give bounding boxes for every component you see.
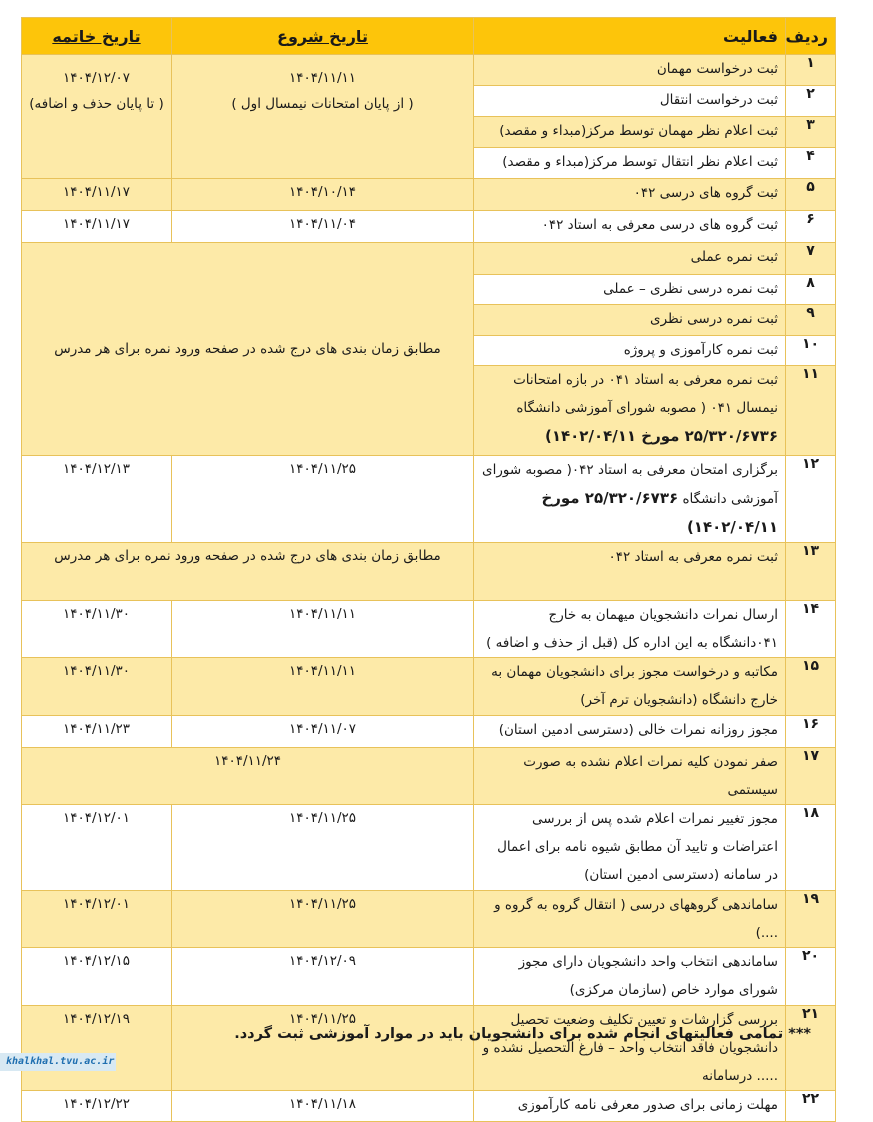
row-activity: ثبت نمره عملی <box>474 243 786 275</box>
row-number: ۱۱ <box>786 366 836 456</box>
row-number: ۵ <box>786 179 836 211</box>
row-number: ۶ <box>786 211 836 243</box>
row-activity: بررسی گزارشات و تعیین تکلیف وضعیت تحصیل دانشجویان فاقد انتخاب واحد – فارغ التحصیل نشده و ..... درسامانه <box>474 1006 786 1091</box>
row-end-date: ۱۴۰۴/۱۲/۰۱ <box>22 805 172 891</box>
row-end-date: ۱۴۰۴/۱۲/۱۳ <box>22 456 172 543</box>
row-start-date: ۱۴۰۴/۱۱/۰۴ <box>172 211 474 243</box>
row-activity: ثبت نمره درسی نظری <box>474 305 786 336</box>
row-number: ۹ <box>786 305 836 336</box>
row-activity: مجوز تغییر نمرات اعلام شده پس از بررسی اعتراضات و تایید آن مطابق شیوه نامه برای اعمال در سامانه (دسترسی ادمین استان) <box>474 805 786 891</box>
table-row <box>22 658 836 716</box>
merged-note: مطابق زمان بندی های درج شده در صفحه ورود نمره برای هر مدرس <box>22 243 474 456</box>
row-number: ۸ <box>786 275 836 305</box>
table-row <box>22 211 836 243</box>
table-row <box>22 1091 836 1122</box>
header-number: ردیف <box>786 18 836 55</box>
row-number: ۴ <box>786 148 836 179</box>
row-end-date: ۱۴۰۴/۱۱/۱۷ <box>22 179 172 211</box>
row-activity: ثبت اعلام نظر مهمان توسط مرکز(مبداء و مقصد) <box>474 117 786 148</box>
row-start-date: ۱۴۰۴/۱۱/۱۱ <box>172 658 474 716</box>
row-activity: مکاتبه و درخواست مجوز برای دانشجویان مهمان به خارج دانشگاه (دانشجویان ترم آخر) <box>474 658 786 716</box>
table-row <box>22 55 836 86</box>
row-activity: ثبت نمره معرفی به استاد ۰۴۲ <box>474 543 786 601</box>
row-number: ۱۷ <box>786 748 836 805</box>
row-number: ۷ <box>786 243 836 275</box>
row-activity: ساماندهی گروههای درسی ( انتقال گروه به گروه و ....) <box>474 891 786 948</box>
row-start-date: ۱۴۰۴/۱۱/۲۵ <box>172 1006 474 1091</box>
table-header <box>22 18 836 55</box>
table-row <box>22 456 836 543</box>
group1-start-date: ۱۴۰۴/۱۱/۱۱ ( از پایان امتحانات نیمسال اول ) <box>172 55 474 179</box>
table-row <box>22 948 836 1006</box>
row-end-date: ۱۴۰۴/۱۱/۳۰ <box>22 601 172 658</box>
row-end-date: ۱۴۰۴/۱۲/۰۱ <box>22 891 172 948</box>
row-end-date: ۱۴۰۴/۱۲/۱۹ <box>22 1006 172 1091</box>
row-start-date: ۱۴۰۴/۱۰/۱۴ <box>172 179 474 211</box>
row-activity: ثبت درخواست انتقال <box>474 86 786 117</box>
table-row <box>22 891 836 948</box>
table-row <box>22 543 836 601</box>
row-number: ۱ <box>786 55 836 86</box>
row-start-date: ۱۴۰۴/۱۱/۲۵ <box>172 805 474 891</box>
table-row <box>22 243 836 275</box>
table-row <box>22 716 836 748</box>
row-number: ۲۱ <box>786 1006 836 1091</box>
row-activity: ثبت نمره درسی نظری – عملی <box>474 275 786 305</box>
table-row <box>22 179 836 211</box>
row-activity: مهلت زمانی برای صدور معرفی نامه کارآموزی <box>474 1091 786 1122</box>
row-number: ۲۰ <box>786 948 836 1006</box>
row-activity: ثبت اعلام نظر انتقال توسط مرکز(مبداء و مقصد) <box>474 148 786 179</box>
row-activity: ثبت درخواست مهمان <box>474 55 786 86</box>
row-activity: صفر نمودن کلیه نمرات اعلام نشده به صورت سیستمی <box>474 748 786 805</box>
group1-end-date: ۱۴۰۴/۱۲/۰۷ ( تا پایان حذف و اضافه) <box>22 55 172 179</box>
row-number: ۱۸ <box>786 805 836 891</box>
row-activity: برگزاری امتحان معرفی به استاد ۰۴۲( مصوبه شورای آموزشی دانشگاه ۲۵/۳۲۰/۶۷۳۶ مورخ ۱۴۰۲/۰۴/۱۱) <box>474 456 786 543</box>
table-row <box>22 805 836 891</box>
row-activity: ثبت نمره کارآموزی و پروژه <box>474 336 786 366</box>
row-number: ۱۹ <box>786 891 836 948</box>
row-start-date: ۱۴۰۴/۱۱/۲۵ <box>172 891 474 948</box>
header-end-date: تاریخ خاتمه <box>22 18 172 55</box>
row-activity: ساماندهی انتخاب واحد دانشجویان دارای مجوز شورای موارد خاص (سازمان مرکزی) <box>474 948 786 1006</box>
row-number: ۱۰ <box>786 336 836 366</box>
row-end-date: ۱۴۰۴/۱۲/۲۲ <box>22 1091 172 1122</box>
footnote: *** تمامی فعالیتهای انجام شده برای دانشجویان باید در موارد آموزشی ثبت گردد. <box>234 1026 811 1042</box>
row-number: ۱۶ <box>786 716 836 748</box>
row-number: ۱۲ <box>786 456 836 543</box>
row-number: ۱۴ <box>786 601 836 658</box>
merged-note: مطابق زمان بندی های درج شده در صفحه ورود نمره برای هر مدرس <box>22 543 474 601</box>
row-number: ۲ <box>786 86 836 117</box>
watermark: khalkhal.tvu.ac.ir <box>0 1053 116 1071</box>
row-start-date: ۱۴۰۴/۱۱/۰۷ <box>172 716 474 748</box>
row-start-date: ۱۴۰۴/۱۲/۰۹ <box>172 948 474 1006</box>
row-activity: ثبت گروه های درسی معرفی به استاد ۰۴۲ <box>474 211 786 243</box>
table-row <box>22 1006 836 1091</box>
row-activity: ثبت گروه های درسی ۰۴۲ <box>474 179 786 211</box>
schedule-table <box>21 17 836 1122</box>
row-end-date: ۱۴۰۴/۱۲/۱۵ <box>22 948 172 1006</box>
table-row <box>22 748 836 805</box>
row-number: ۲۲ <box>786 1091 836 1122</box>
header-start-date: تاریخ شروع <box>172 18 474 55</box>
row-activity: مجوز روزانه نمرات خالی (دسترسی ادمین استان) <box>474 716 786 748</box>
row-start-date: ۱۴۰۴/۱۱/۲۵ <box>172 456 474 543</box>
row-end-date: ۱۴۰۴/۱۱/۱۷ <box>22 211 172 243</box>
row-start-date: ۱۴۰۴/۱۱/۱۸ <box>172 1091 474 1122</box>
row-start-date: ۱۴۰۴/۱۱/۱۱ <box>172 601 474 658</box>
header-activity: فعالیت <box>474 18 786 55</box>
row-activity: ارسال نمرات دانشجویان میهمان به خارج ۰۴۱دانشگاه به این اداره کل (قبل از حذف و اضافه ) <box>474 601 786 658</box>
row-end-date: ۱۴۰۴/۱۱/۳۰ <box>22 658 172 716</box>
row-number: ۳ <box>786 117 836 148</box>
row-end-date: ۱۴۰۴/۱۱/۲۳ <box>22 716 172 748</box>
table-row <box>22 601 836 658</box>
row-number: ۱۳ <box>786 543 836 601</box>
row-number: ۱۵ <box>786 658 836 716</box>
row-activity: ثبت نمره معرفی به استاد ۰۴۱ در بازه امتحانات نیمسال ۰۴۱ ( مصوبه شورای آموزشی دانشگاه ۲۵/۳۲۰/۶۷۳۶ مورخ ۱۴۰۲/۰۴/۱۱) <box>474 366 786 456</box>
row-date: ۱۴۰۴/۱۱/۲۴ <box>22 748 474 805</box>
